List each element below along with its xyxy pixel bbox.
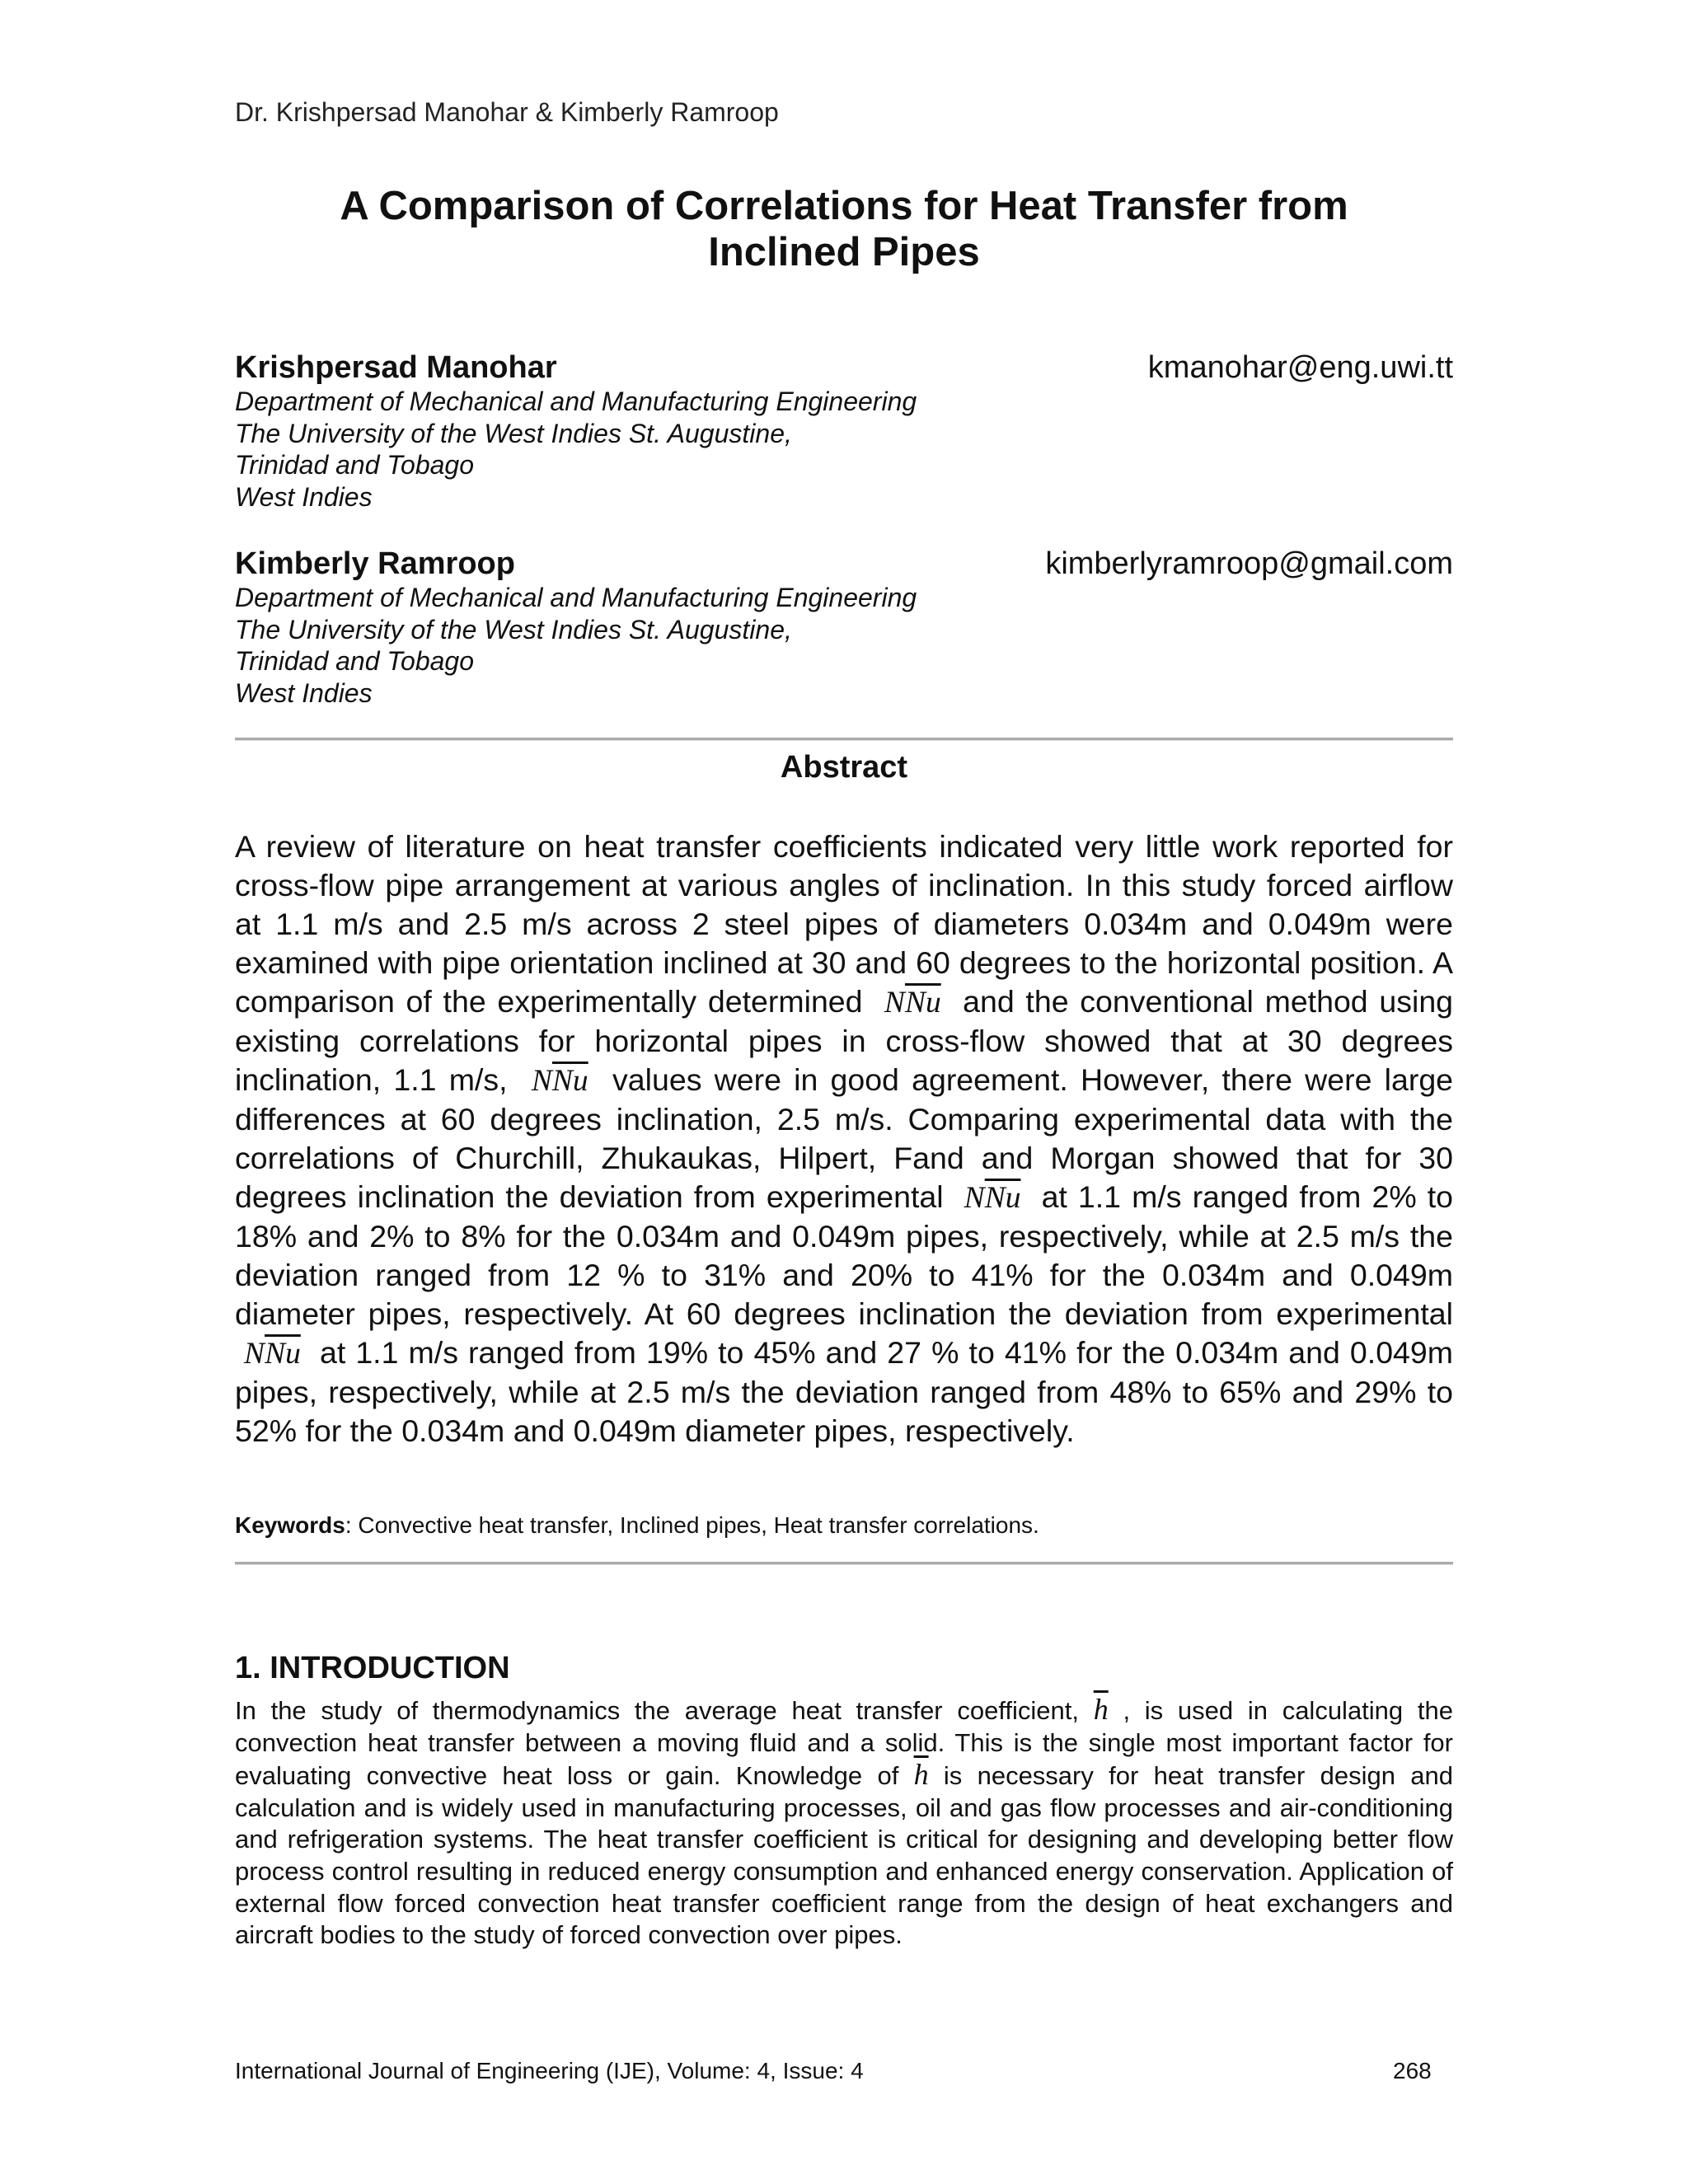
affiliation-line: West Indies xyxy=(235,481,373,512)
abstract-text: and the conventional method using existing correlations for horizontal pipes in cross-flow showed that at 30 degrees inclination, 1.1 m/s, xyxy=(235,984,1454,1097)
abstract-heading: Abstract xyxy=(780,750,908,785)
abstract-text: values were in good agreement. However, there were large differences at 60 degrees inclination, 2.5 m/s. Comparing experimental data with the correlations of Churchill, Zhukaukas, Hilpert, Fand and Morgan showed that for 30 degrees inclination the deviation from experimental xyxy=(235,1062,1454,1214)
nu-bar-symbol: $N\overline{Nu}$ xyxy=(235,1337,301,1371)
h-bar-symbol: $\overline{h}$ xyxy=(913,1758,929,1792)
author-block-1 xyxy=(235,349,1453,513)
divider-bottom xyxy=(235,1562,1453,1565)
keywords-text: : Convective heat transfer, Inclined pipes, Heat transfer correlations. xyxy=(345,1512,1039,1538)
keywords-line xyxy=(235,1511,1453,1540)
title-line-1: A Comparison of Correlations for Heat Transfer from xyxy=(340,184,1348,228)
introduction-body xyxy=(235,1694,1453,1952)
affiliation-line: Trinidad and Tobago xyxy=(235,450,474,480)
running-header: Dr. Krishpersad Manohar & Kimberly Ramroop xyxy=(235,97,779,127)
keywords-label: Keywords xyxy=(235,1512,345,1538)
author-name: Kimberly Ramroop xyxy=(235,546,515,581)
h-bar-symbol: $\overline{h}$ xyxy=(1093,1693,1109,1726)
affiliation-line: West Indies xyxy=(235,677,373,708)
affiliation-line: Department of Mechanical and Manufacturing Engineering xyxy=(235,387,917,416)
abstract-text: A review of literature on heat transfer coefficients indicated very little work reported for cross-flow pipe arrangement at various angles of inclination. In this study forced airflow at 1.1 m/s and 2.5 m/s across 2 steel pipes of diameters 0.034m and 0.049m were examined with pipe orientation inclined at 30 and 60 degrees to the horizontal position. A comparison of the experimentally determined xyxy=(235,829,1453,1019)
affiliation-line: Department of Mechanical and Manufacturing Engineering xyxy=(235,583,917,612)
abstract-text: at 1.1 m/s ranged from 19% to 45% and 27 % to 41% for the 0.034m and 0.049m pipes, respectively, while at 2.5 m/s the deviation ranged from 48% to 65% and 29% to 52% for the 0.034m and 0.049m diameter pipes, respectively. xyxy=(235,1335,1453,1448)
affiliation-line: The University of the West Indies St. Augustine, xyxy=(235,418,792,448)
abstract-body xyxy=(235,827,1453,1451)
author-name: Krishpersad Manohar xyxy=(235,350,557,385)
intro-text: is necessary for heat transfer design and calculation and is widely used in manufacturing processes, oil and gas flow processes and air-conditioning and refrigeration systems. The heat transfer coefficient is critical for designing and developing better flow process control resulting in reduced energy consumption and enhanced energy conservation. Application of external flow forced convection heat transfer coefficient range from the design of heat exchangers and aircraft bodies to the study of forced convection over pipes. xyxy=(235,1761,1453,1950)
author-email: kimberlyramroop@gmail.com xyxy=(1045,546,1453,581)
abstract-text: at 1.1 m/s ranged from 2% to 18% and 2% to 8% for the 0.034m and 0.049m pipes, respectively, while at 2.5 m/s the deviation ranged from 12 % to 31% and 20% to 41% for the 0.034m and 0.049m diameter pipes, respectively. At 60 degrees inclination the deviation from experimental xyxy=(235,1179,1454,1331)
intro-text: , is used in calculating the convection heat transfer between a moving fluid and a solid. This is the single most important factor for evaluating convective heat loss or gain. Knowledge of xyxy=(235,1696,1453,1791)
affiliation-line: Trinidad and Tobago xyxy=(235,646,474,676)
paper-title xyxy=(235,183,1453,275)
footer-journal: International Journal of Engineering (IJE), Volume: 4, Issue: 4 xyxy=(235,2058,864,2083)
section-heading-introduction: 1. INTRODUCTION xyxy=(235,1651,510,1685)
author-email: kmanohar@eng.uwi.tt xyxy=(1147,350,1453,385)
affiliation-line: The University of the West Indies St. Augustine, xyxy=(235,614,792,644)
title-line-2: Inclined Pipes xyxy=(708,230,980,274)
author-block-2 xyxy=(235,546,1453,709)
intro-text: In the study of thermodynamics the average heat transfer coefficient, xyxy=(235,1696,1079,1725)
nu-bar-symbol: $N\overline{Nu}$ xyxy=(519,1064,588,1098)
divider-top xyxy=(235,738,1453,741)
nu-bar-symbol: $N\overline{Nu}$ xyxy=(954,1181,1021,1215)
footer-page-number: 268 xyxy=(1393,2058,1432,2083)
nu-bar-symbol: $N\overline{Nu}$ xyxy=(874,986,941,1019)
